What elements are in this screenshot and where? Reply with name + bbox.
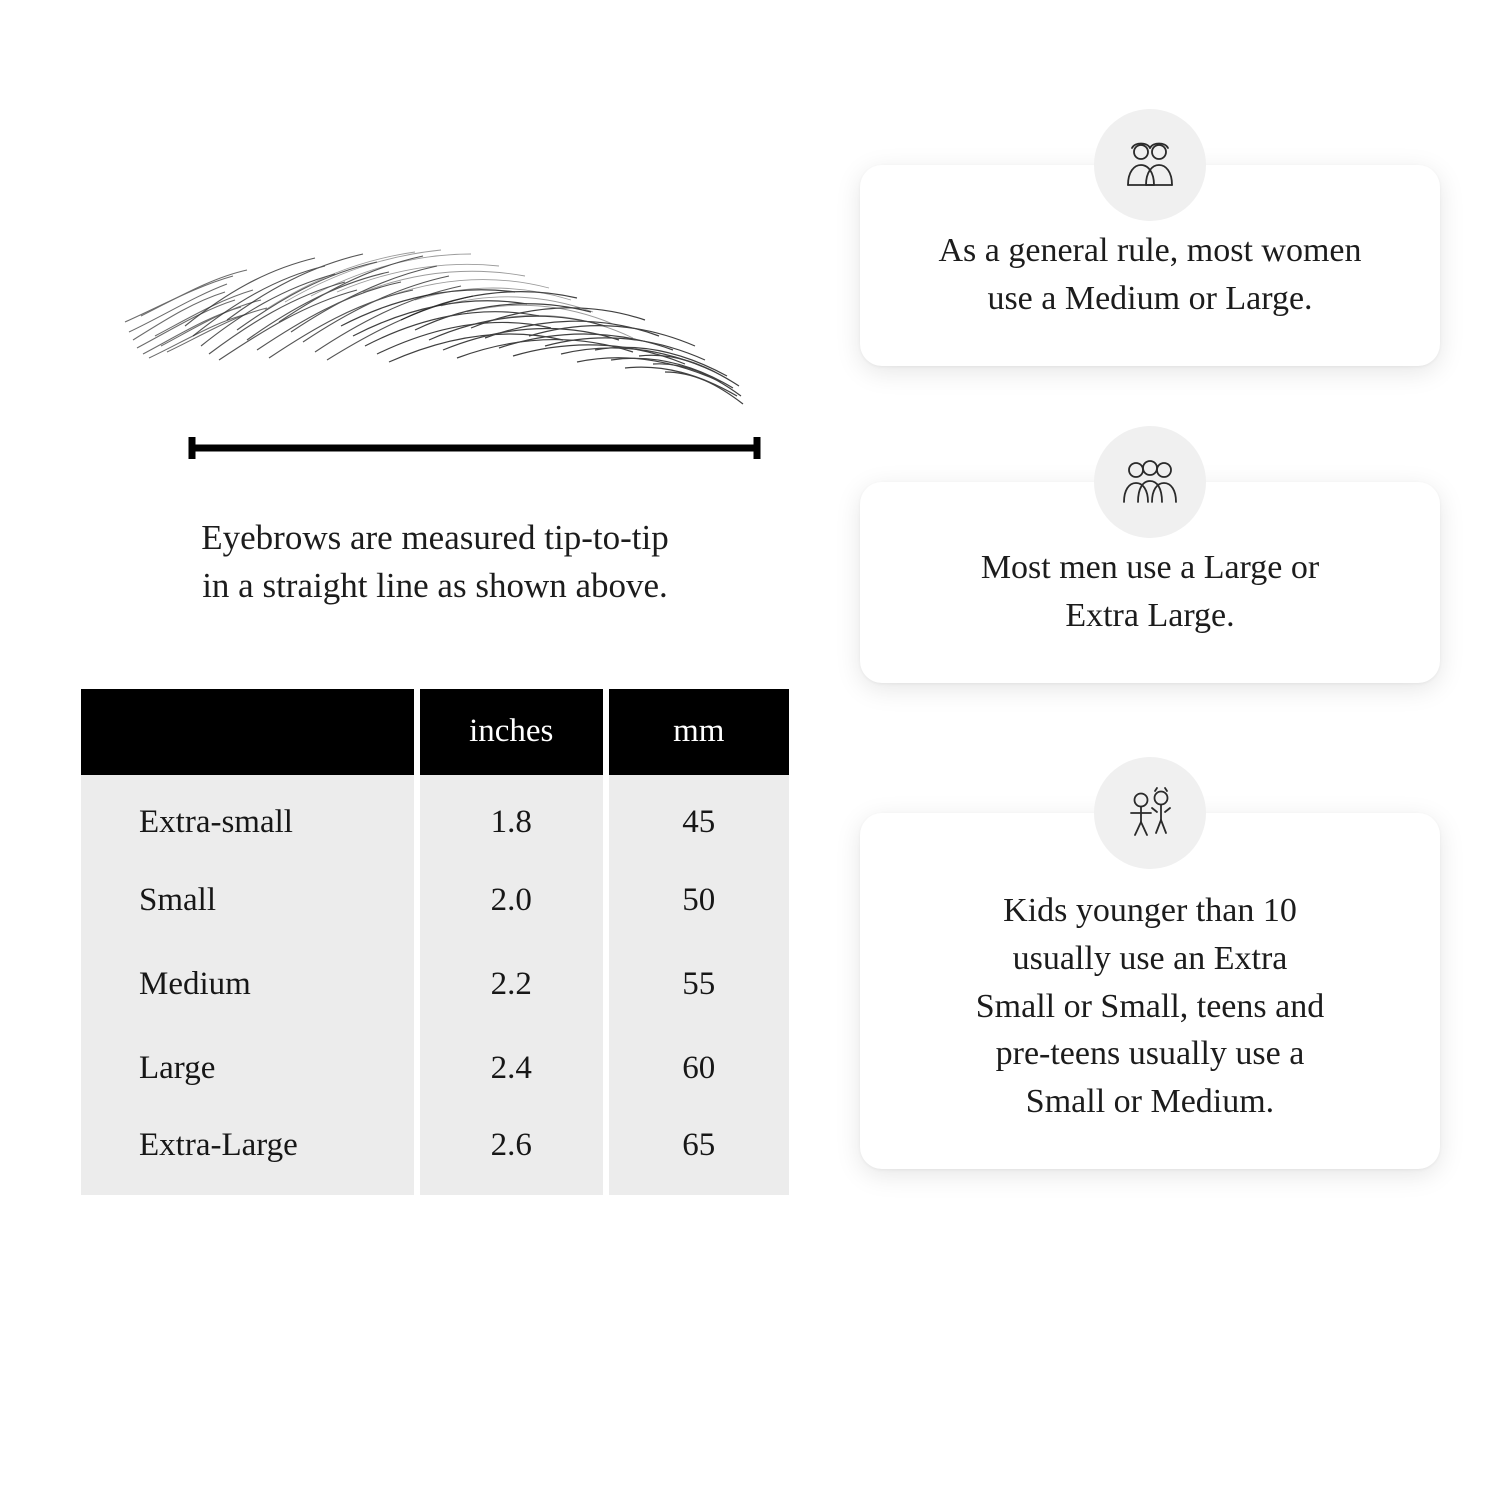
table-row <box>81 1111 789 1195</box>
column-header-mm: mm <box>609 689 789 775</box>
note-line-1: As a general rule, most women <box>938 232 1362 269</box>
eyebrow-illustration <box>115 150 755 450</box>
left-column <box>75 150 795 1195</box>
caption-line-2: in a straight line as shown above. <box>202 566 668 606</box>
row-inches-value: 2.6 <box>420 1111 603 1195</box>
eyebrow-figure <box>115 150 755 480</box>
row-mm-value: 60 <box>609 1027 789 1111</box>
note-line-5: Small or Medium. <box>1025 1082 1275 1120</box>
row-inches-value: 2.0 <box>420 859 603 943</box>
two-kids-icon-glyph <box>1121 786 1179 840</box>
row-mm-value: 55 <box>609 943 789 1027</box>
two-women-icon <box>1094 109 1206 221</box>
size-table-body <box>81 775 789 1195</box>
row-size-label: Extra-small <box>81 775 414 859</box>
three-men-icon-glyph <box>1118 456 1182 508</box>
row-inches-value: 2.4 <box>420 1027 603 1111</box>
row-mm-value: 45 <box>609 775 789 859</box>
tip-to-tip-measure-bar <box>187 435 762 461</box>
two-women-icon-glyph <box>1119 139 1181 191</box>
three-men-icon <box>1094 426 1206 538</box>
row-inches-value: 1.8 <box>420 775 603 859</box>
note-card-men <box>860 482 1440 683</box>
size-table-head <box>81 689 789 775</box>
row-size-label: Small <box>81 859 414 943</box>
note-line-1: Kids younger than 10 <box>1003 892 1297 930</box>
note-line-2: usually use an Extra <box>1012 939 1288 977</box>
note-line-3: Small or Small, teens and <box>975 987 1325 1025</box>
note-line-2: Extra Large. <box>1065 596 1235 634</box>
right-column <box>860 165 1440 1169</box>
note-card-kids <box>860 813 1440 1169</box>
two-kids-icon <box>1094 757 1206 869</box>
note-card-women <box>860 165 1440 366</box>
caption-line-1: Eyebrows are measured tip-to-tip <box>201 518 669 557</box>
row-mm-value: 50 <box>609 859 789 943</box>
note-line-1: Most men use a Large or <box>980 549 1320 587</box>
table-row <box>81 1027 789 1111</box>
note-line-4: pre-teens usually use a <box>995 1035 1305 1073</box>
column-header-inches: inches <box>420 689 603 775</box>
table-row <box>81 775 789 859</box>
row-size-label: Large <box>81 1027 414 1111</box>
row-size-label: Extra-Large <box>81 1111 414 1195</box>
table-header-row <box>81 689 789 775</box>
row-inches-value: 2.2 <box>420 943 603 1027</box>
row-size-label: Medium <box>81 943 414 1027</box>
row-mm-value: 65 <box>609 1111 789 1195</box>
table-row <box>81 859 789 943</box>
table-row <box>81 943 789 1027</box>
size-table <box>75 689 795 1195</box>
column-header-size <box>81 689 414 775</box>
figure-caption <box>85 514 785 611</box>
note-line-2: use a Medium or Large. <box>987 279 1313 317</box>
